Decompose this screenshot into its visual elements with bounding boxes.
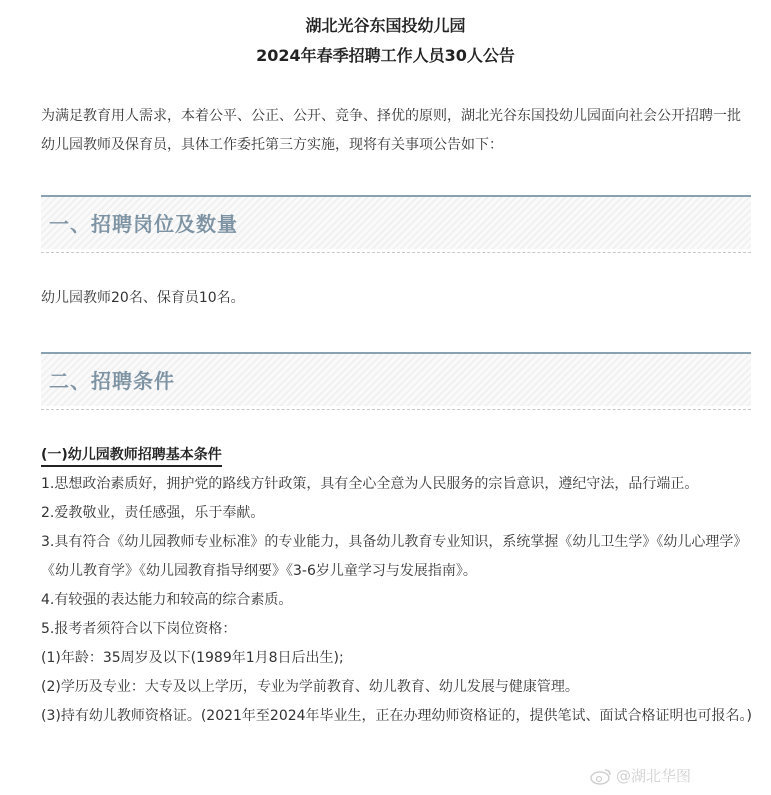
list-item: (1)年龄：35周岁及以下(1989年1月8日后出生); <box>41 650 344 666</box>
weibo-icon <box>590 767 612 785</box>
list-item: (2)学历及专业：大专及以上学历，专业为学前教育、幼儿教育、幼儿发展与健康管理。 <box>41 679 579 695</box>
positions-content: 幼儿园教师20名、保育员10名。 <box>41 290 245 306</box>
list-item: (3)持有幼儿教师资格证。(2021年至2024年毕业生，正在办理幼师资格证的，提供笔试、面试合格证明也可报名。) <box>41 708 753 724</box>
page-subtitle: 2024年春季招聘工作人员30人公告 <box>256 46 515 65</box>
watermark-text: @湖北华图 <box>616 767 692 785</box>
section-header-positions <box>41 195 751 249</box>
page-title: 湖北光谷东国投幼儿园 <box>305 16 466 35</box>
section-title: 一、招聘岗位及数量 <box>49 212 238 236</box>
intro-paragraph: 为满足教育用人需求，本着公平、公正、公开、竞争、择优的原则，湖北光谷东国投幼儿园面向社会公开招聘一批幼儿园教师及保育员，具体工作委托第三方实施，现将有关事项公告如下： <box>41 108 741 153</box>
list-item: 3.具有符合《幼儿园教师专业标准》的专业能力，具备幼儿教育专业知识，系统掌握《幼儿卫生学》《幼儿心理学》《幼儿教育学》《幼儿园教育指导纲要》《3-6岁儿童学习与发展指南》。 <box>41 534 748 579</box>
list-item: 4.有较强的表达能力和较高的综合素质。 <box>41 592 293 608</box>
list-item: 5.报考者须符合以下岗位资格： <box>41 621 237 637</box>
watermark <box>590 765 691 786</box>
requirements-list <box>41 470 756 731</box>
list-item: 1.思想政治素质好，拥护党的路线方针政策，具有全心全意为人民服务的宗旨意识，遵纪守法，品行端正。 <box>41 476 699 492</box>
list-item: 2.爱教敬业，责任感强，乐于奉献。 <box>41 505 265 521</box>
subheading-teacher-requirements: (一)幼儿园教师招聘基本条件 <box>41 444 222 467</box>
section-header-requirements <box>41 352 751 406</box>
section-title: 二、招聘条件 <box>49 369 175 393</box>
